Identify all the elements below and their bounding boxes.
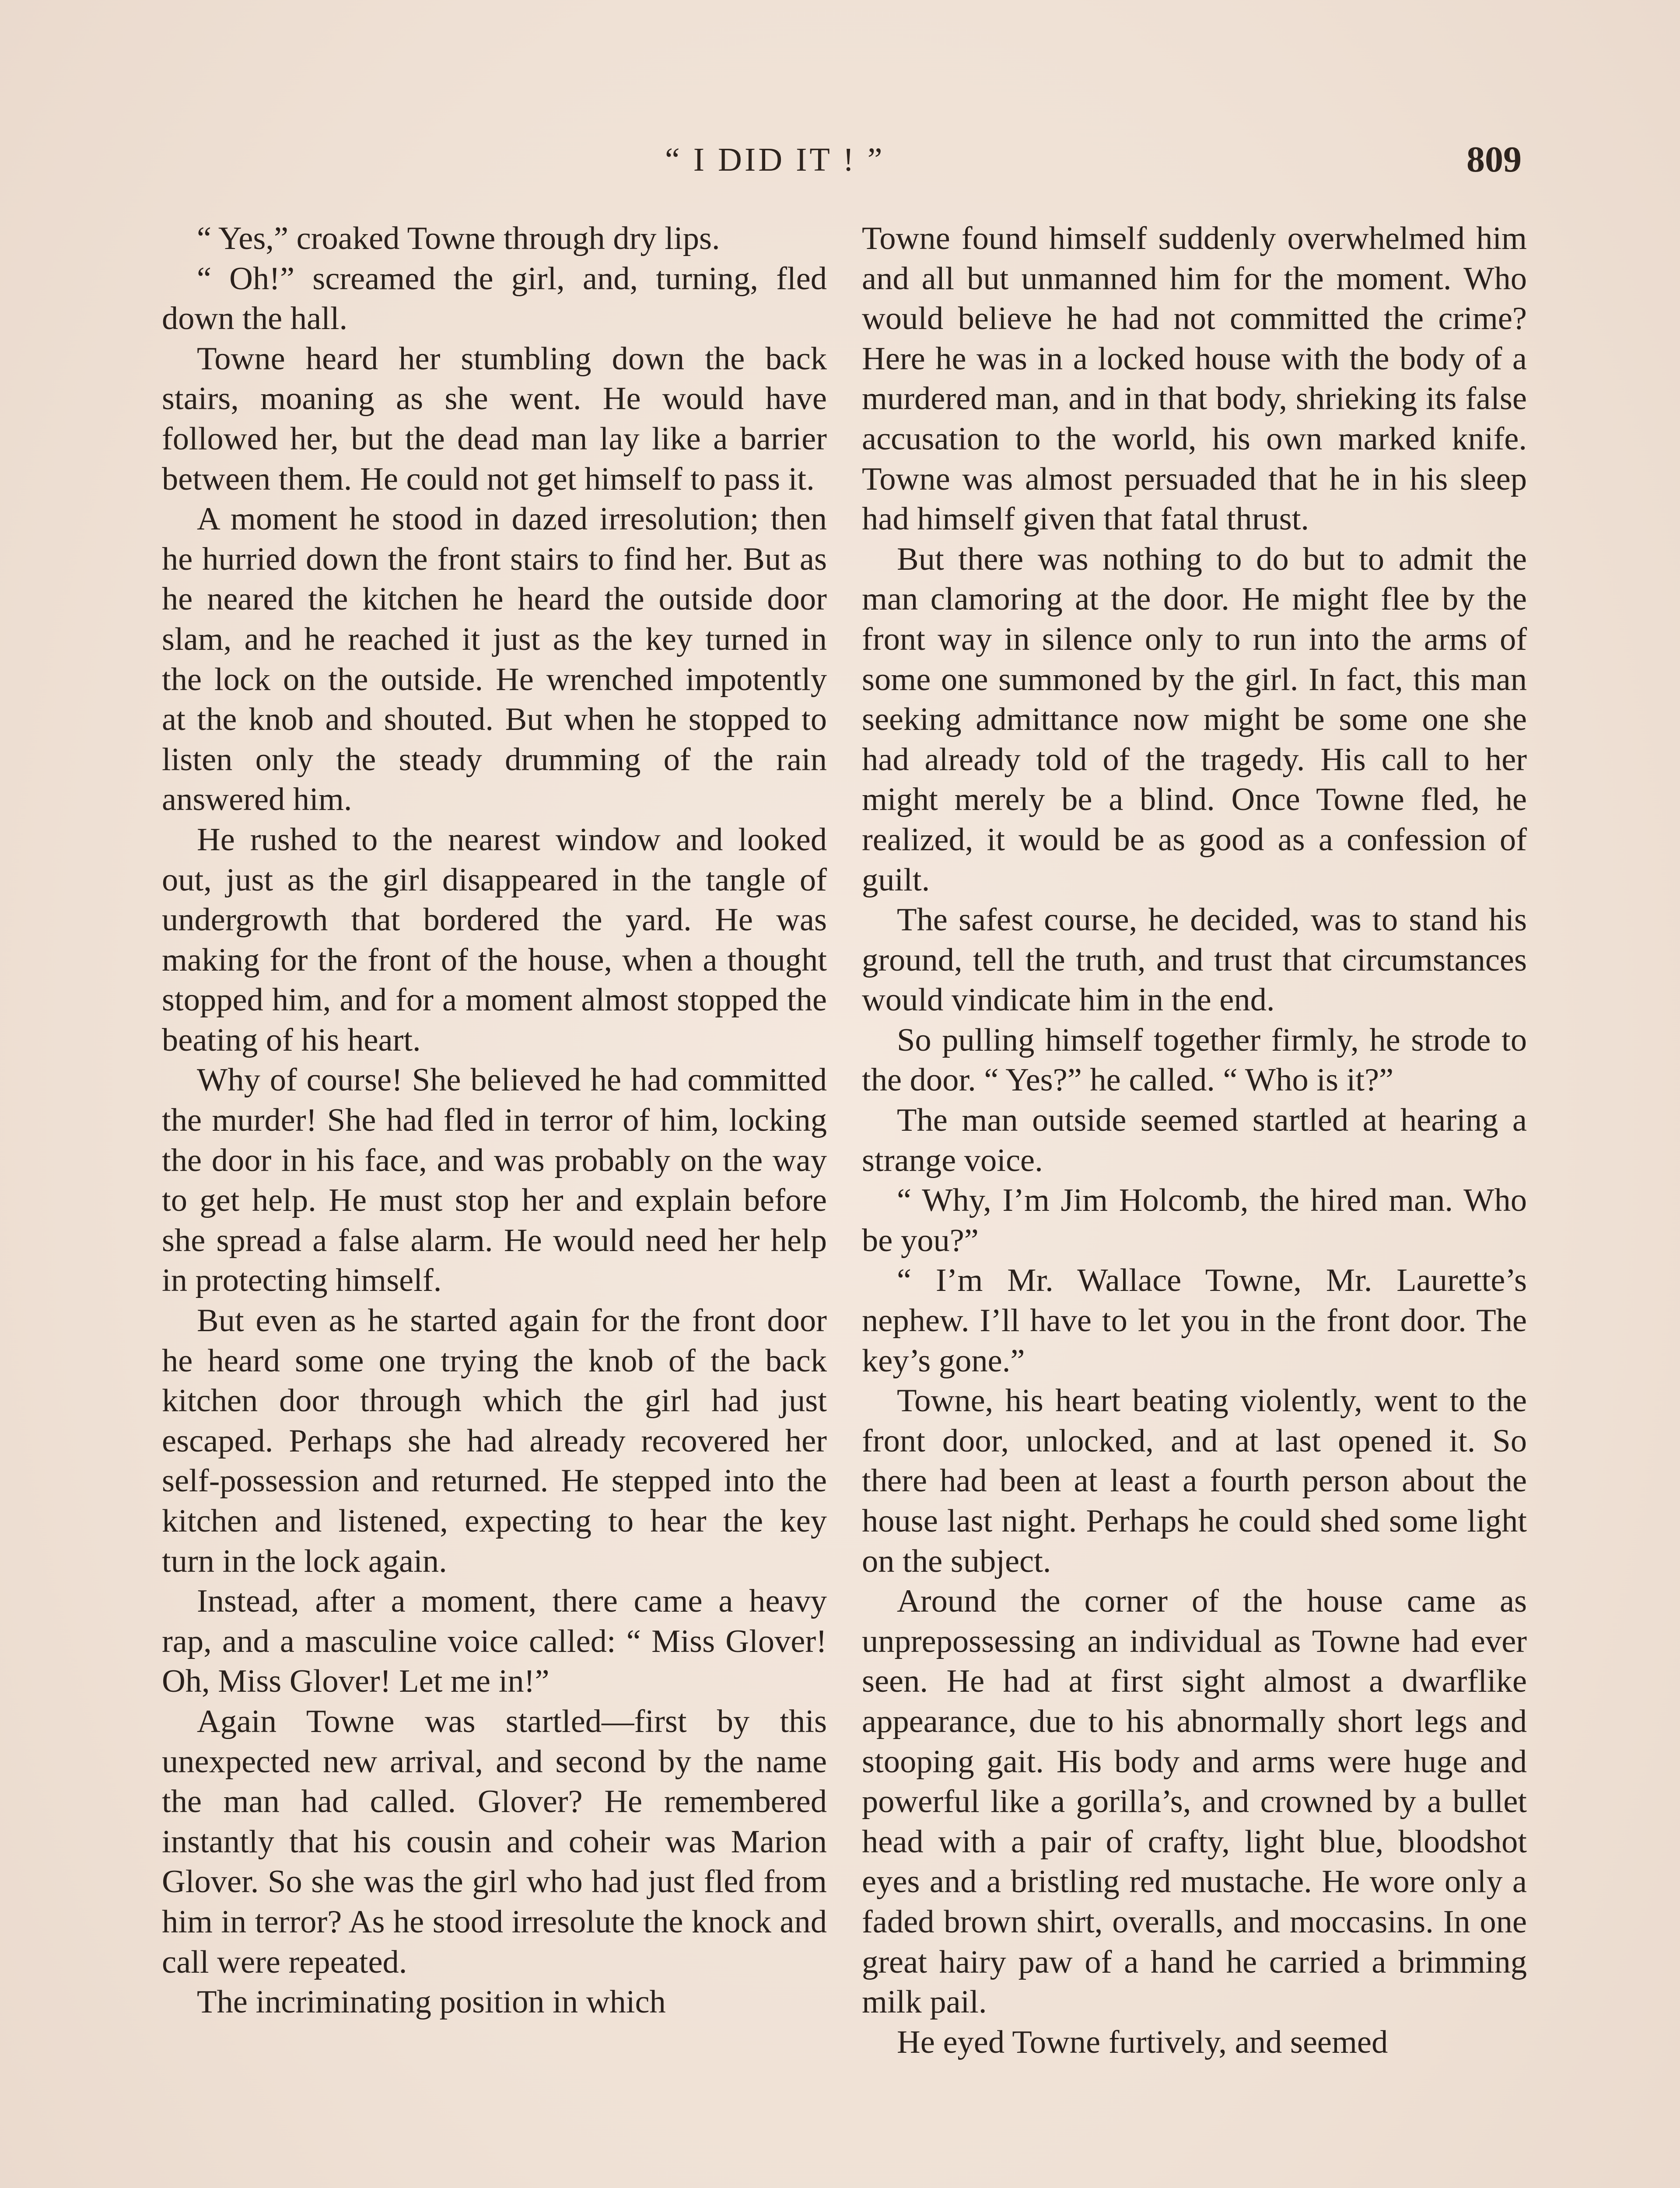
paragraph: “ Yes,” croaked Towne through dry lips. xyxy=(197,221,720,256)
paragraph: But there was nothing to do but to admit the man clamoring at the door. He might flee by the front way in silence only to run into the arms of some one summoned by the girl. In fact, this man seeking admittance now might be some one she had already told of the tragedy. His call to her might merely be a blind. Once Towne fled, he realized, it would be as good as a confession of guilt. xyxy=(862,541,1527,898)
paragraph: He eyed Towne furtively, and seemed xyxy=(897,2024,1388,2060)
paragraph: Why of course! She believed he had committed the murder! She had fled in terror of him, locking the door in his face, and was probably on the way to get help. He must stop her and explain before she spread a false alarm. He would need her help in protecting himself. xyxy=(162,1062,827,1299)
paragraph: Again Towne was startled—first by this unexpected new arrival, and second by the name the man had called. Glover? He remembered instantly that his cousin and coheir was Marion Glover. So she was the girl who had just fled from him in terror? As he stood irresolute the knock and call were repeated. xyxy=(162,1703,827,1980)
page-number: 809 xyxy=(1466,139,1522,180)
paragraph: Around the corner of the house came as unprepossessing an individual as Towne had ever seen. He had at first sight almost a dwarflike appearance, due to his abnormally short legs and stooping gait. His body and arms were huge and powerful like a gorilla’s, and crowned by a bullet head with a pair of crafty, light blue, bloodshot eyes and a bristling red mustache. He wore only a faded brown shirt, overalls, and moccasins. In one great hairy paw of a hand he carried a brimming milk pail. xyxy=(862,1583,1527,2020)
paragraph: The safest course, he decided, was to stand his ground, tell the truth, and trust that circumstances would vindicate him in the end. xyxy=(862,902,1527,1018)
paragraph: Towne found himself suddenly overwhelmed him and all but unmanned him for the moment. Who would believe he had not committed the crime? Here he was in a locked house with the body of a murdered man, and in that body, shrieking its false accusation to the world, his own marked knife. Towne was almost persuaded that he in his sleep had himself given that fatal thrust. xyxy=(862,221,1527,537)
left-column xyxy=(162,219,827,2023)
paragraph: A moment he stood in dazed irresolution; then he hurried down the front stairs to find her. But as he neared the kitchen he heard the outside door slam, and he reached it just as the key turned in the lock on the outside. He wrenched impotently at the knob and shouted. But when he stopped to listen only the steady drumming of the rain answered him. xyxy=(162,501,827,818)
paragraph: The man outside seemed startled at hearing a strange voice. xyxy=(862,1102,1527,1178)
paragraph: But even as he started again for the front door he heard some one trying the knob of the back kitchen door through which the girl had just escaped. Perhaps she had already recovered her self-possession and returned. He stepped into the kitchen and listened, expecting to hear the key turn in the lock again. xyxy=(162,1303,827,1579)
paragraph: “ Why, I’m Jim Holcomb, the hired man. Who be you?” xyxy=(862,1182,1527,1259)
paragraph: He rushed to the nearest window and looked out, just as the girl disappeared in the tangle of undergrowth that bordered the yard. He was making for the front of the house, when a thought stopped him, and for a moment almost stopped the beating of his heart. xyxy=(162,821,827,1058)
paragraph: Towne heard her stumbling down the back stairs, moaning as she went. He would have followed her, but the dead man lay like a barrier between them. He could not get himself to pass it. xyxy=(162,340,827,497)
paragraph: Towne, his heart beating violently, went to the front door, unlocked, and at last opened it. So there had been at least a fourth person about the house last night. Perhaps he could shed some light on the subject. xyxy=(862,1383,1527,1579)
paragraph: “ I’m Mr. Wallace Towne, Mr. Laurette’s nephew. I’ll have to let you in the front door. The key’s gone.” xyxy=(862,1262,1527,1379)
paragraph: Instead, after a moment, there came a heavy rap, and a masculine voice called: “ Miss Glover! Oh, Miss Glover! Let me in!” xyxy=(162,1583,827,1700)
paragraph: “ Oh!” screamed the girl, and, turning, fled down the hall. xyxy=(162,260,827,337)
right-column xyxy=(862,219,1527,2062)
running-head: “ I DID IT ! ” xyxy=(665,141,885,178)
paragraph: So pulling himself together firmly, he strode to the door. “ Yes?” he called. “ Who is it?” xyxy=(862,1022,1527,1098)
paragraph: The incriminating position in which xyxy=(197,1984,666,2020)
